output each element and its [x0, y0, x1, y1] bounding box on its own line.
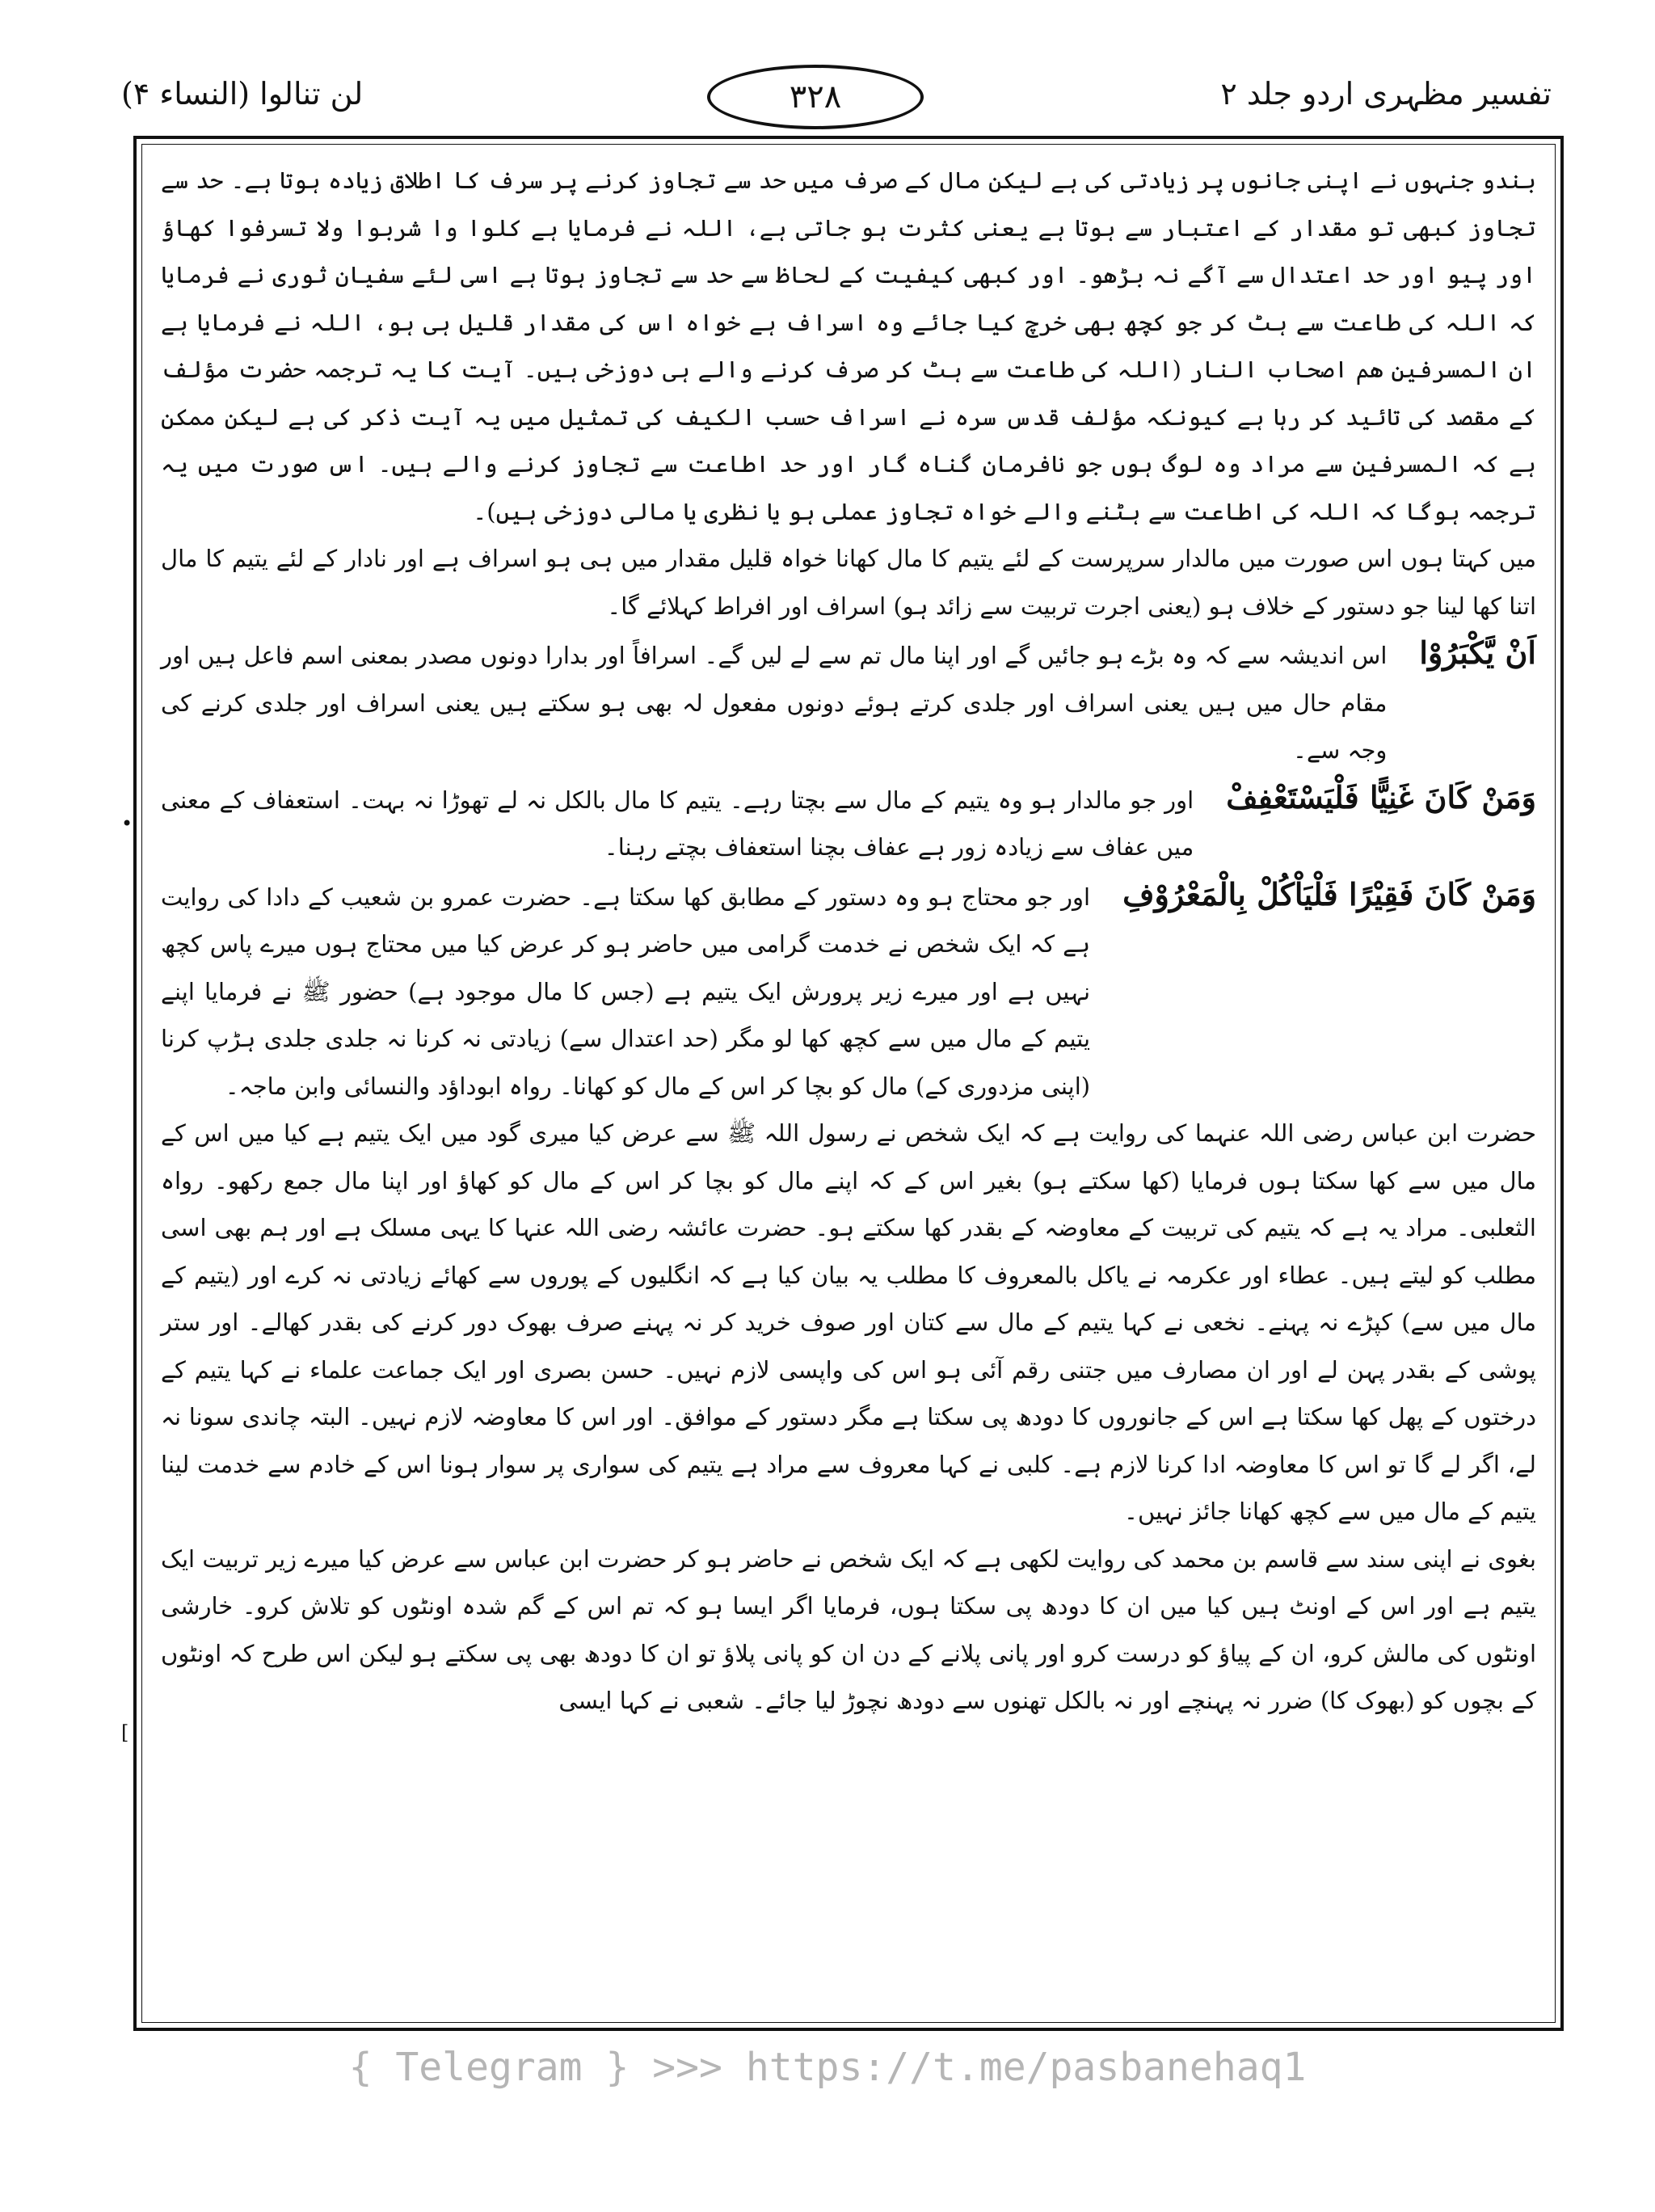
margin-dot: •	[121, 812, 133, 835]
verse-translation: اس اندیشہ سے کہ وہ بڑے ہو جائیں گے اور اپنا مال تم سے لے لیں گے۔ اسرافاً اور بدارا دونوں مصدر بمعنی اسم فاعل ہیں اور مقام حال میں ہیں یعنی اسراف اور جلدی کرتے ہوئے دونوں مفعول لہ بھی ہو سکتے ہیں یعنی اسراف اور جلدی کرنے کی وجہ سے۔	[161, 642, 1388, 764]
page-header	[121, 65, 1552, 137]
page-number: ۳۲۸	[707, 65, 924, 129]
verse-translation: اور جو محتاج ہو وہ دستور کے مطابق کھا سکتا ہے۔ حضرت عمرو بن شعیب کے دادا کی روایت ہے کہ ایک شخص نے خدمت گرامی میں حاضر ہو کر عرض کیا میں محتاج ہوں میرے پاس کچھ نہیں ہے اور میرے زیر پرورش ایک یتیم ہے (جس کا مال موجود ہے) حضور ﷺ نے فرمایا اپنے یتیم کے مال میں سے کچھ کھا لو مگر (حد اعتدال سے) زیادتی نہ کرنا نہ جلدی جلدی ہڑپ کرنا (اپنی مزدوری کے) مال کو بچا کر اس کے مال کو کھانا۔ رواہ ابوداؤد والنسائی وابن ماجہ۔	[161, 883, 1091, 1100]
header-book-title: تفسیر مظہری اردو جلد ۲	[1220, 76, 1552, 112]
verse-translation: اور جو مالدار ہو وہ یتیم کے مال سے بچتا رہے۔ یتیم کا مال بالکل نہ لے تھوڑا نہ بہت۔ استعفاف کے معنی میں عفاف سے زیادہ زور ہے عفاف بچنا استعفاف بچتے رہنا۔	[161, 786, 1194, 861]
paragraph: بندو جنہوں نے اپنی جانوں پر زیادتی کی ہے لیکن مال کے صرف میں حد سے تجاوز کرنے پر سرف کا اطلاق زیادہ ہوتا ہے۔ حد سے تجاوز کبھی تو مقدار کے اعتبار سے ہوتا ہے یعنی کثرت ہو جاتی ہے، اللہ نے فرمایا ہے کلوا وا شربوا ولا تسرفوا کھاؤ اور پیو اور حد اعتدال سے آگے نہ بڑھو۔ اور کبھی کیفیت کے لحاظ سے حد سے تجاوز ہوتا ہے اسی لئے سفیان ثوری نے فرمایا کہ اللہ کی طاعت سے ہٹ کر جو کچھ بھی خرچ کیا جائے وہ اسراف ہے خواہ اس کی مقدار قلیل ہی ہو، اللہ نے فرمایا ہے ان المسرفین ھم اصحاب النار (اللہ کی طاعت سے ہٹ کر صرف کرنے والے ہی دوزخی ہیں۔ آیت کا یہ ترجمہ حضرت مؤلف کے مقصد کی تائید کر رہا ہے کیونکہ مؤلف قدس سرہ نے اسراف حسب الکیف کی تمثیل میں یہ آیت ذکر کی ہے لیکن ممکن ہے کہ المسرفین سے مراد وہ لوگ ہوں جو نافرمان گناہ گار اور حد اطاعت سے تجاوز کرنے والے ہیں۔ اس صورت میں یہ ترجمہ ہوگا کہ اللہ کی اطاعت سے ہٹنے والے خواہ تجاوز عملی ہو یا نظری یا مالی دوزخی ہیں)۔	[161, 166, 1536, 525]
paragraph: میں کہتا ہوں اس صورت میں مالدار سرپرست کے لئے یتیم کا مال کھانا خواہ قلیل مقدار میں ہی ہو اسراف ہے اور نادار کے لئے یتیم کا مال اتنا کھا لینا جو دستور کے خلاف ہو (یعنی اجرت تربیت سے زائد ہو) اسراف اور افراط کہلائے گا۔	[161, 545, 1536, 620]
page-body	[161, 157, 1536, 1725]
verse-arabic: وَمَنْ كَانَ فَقِيْرًا فَلْيَاْكُلْ بِالْمَعْرُوْفِ	[1122, 875, 1536, 912]
margin-bracket: [	[121, 1721, 129, 1744]
verse-arabic: وَمَنْ كَانَ غَنِيًّا فَلْيَسْتَعْفِفْ	[1226, 778, 1536, 815]
paragraph: حضرت ابن عباس رضی اللہ عنہما کی روایت ہے کہ ایک شخص نے رسول اللہ ﷺ سے عرض کیا میری گود میں ایک یتیم ہے کیا میں اس کے مال میں سے کھا سکتا ہوں فرمایا (کھا سکتے ہو) بغیر اس کے کہ اپنے مال کو بچا کر اس کے مال کو کھاؤ اور اپنا مال جمع رکھو۔ رواہ الثعلبی۔ مراد یہ ہے کہ یتیم کی تربیت کے معاوضہ کے بقدر کھا سکتے ہو۔ حضرت عائشہ رضی اللہ عنہا کا یہی مسلک ہے اور ہم بھی اسی مطلب کو لیتے ہیں۔ عطاء اور عکرمہ نے یاکل بالمعروف کا مطلب یہ بیان کیا ہے کہ انگلیوں کے پوروں سے کھائے زیادتی نہ کرے اور (یتیم کے مال میں سے) کپڑے نہ پہنے۔ نخعی نے کہا یتیم کے مال سے کتان اور صوف خرید کر نہ پہنے صرف بھوک دور کرنے کی بقدر کھالے۔ اور ستر پوشی کے بقدر پہن لے اور ان مصارف میں جتنی رقم آئی ہو اس کی واپسی لازم نہیں۔ حسن بصری اور ایک جماعت علماء نے کہا یتیم کے درختوں کے پھل کھا سکتا ہے اس کے جانوروں کا دودھ پی سکتا ہے مگر دستور کے موافق۔ اور اس کا معاوضہ لازم نہیں۔ البتہ چاندی سونا نہ لے، اگر لے گا تو اس کا معاوضہ ادا کرنا لازم ہے۔ کلبی نے کہا معروف سے مراد ہے یتیم کی سواری پر سوار ہونا اس کے خادم سے خدمت لینا یتیم کے مال میں سے کچھ کھانا جائز نہیں۔	[161, 1119, 1536, 1525]
header-surah-title: لن تنالوا (النساء ۴)	[121, 76, 364, 112]
telegram-watermark: { Telegram } >>> https://t.me/pasbanehaq1	[348, 2045, 1307, 2090]
verse-block	[161, 774, 1536, 871]
page-frame	[133, 136, 1564, 2031]
verse-arabic: اَنْ يَّكْبَرُوْا	[1419, 634, 1536, 671]
paragraph: بغوی نے اپنی سند سے قاسم بن محمد کی روایت لکھی ہے کہ ایک شخص نے حاضر ہو کر حضرت ابن عباس سے عرض کیا میرے زیر تربیت ایک یتیم ہے اور اس کے اونٹ ہیں کیا میں ان کا دودھ پی سکتا ہوں، فرمایا اگر ایسا ہو کہ تم اس کے گم شدہ اونٹوں کو تلاش کرو۔ خارشی اونٹوں کی مالش کرو، ان کے پیاؤ کو درست کرو اور پانی پلانے کے دن ان کو پانی پلاؤ تو ان کا دودھ بھی پی سکتے ہو لیکن اس طرح کہ اونٹوں کے بچوں کو (بھوک کا) ضرر نہ پہنچے اور نہ بالکل تھنوں سے دودھ نچوڑ لیا جائے۔ شعبی نے کہا ایسی	[161, 1544, 1536, 1714]
verse-block	[161, 630, 1536, 774]
verse-block	[161, 871, 1536, 1110]
